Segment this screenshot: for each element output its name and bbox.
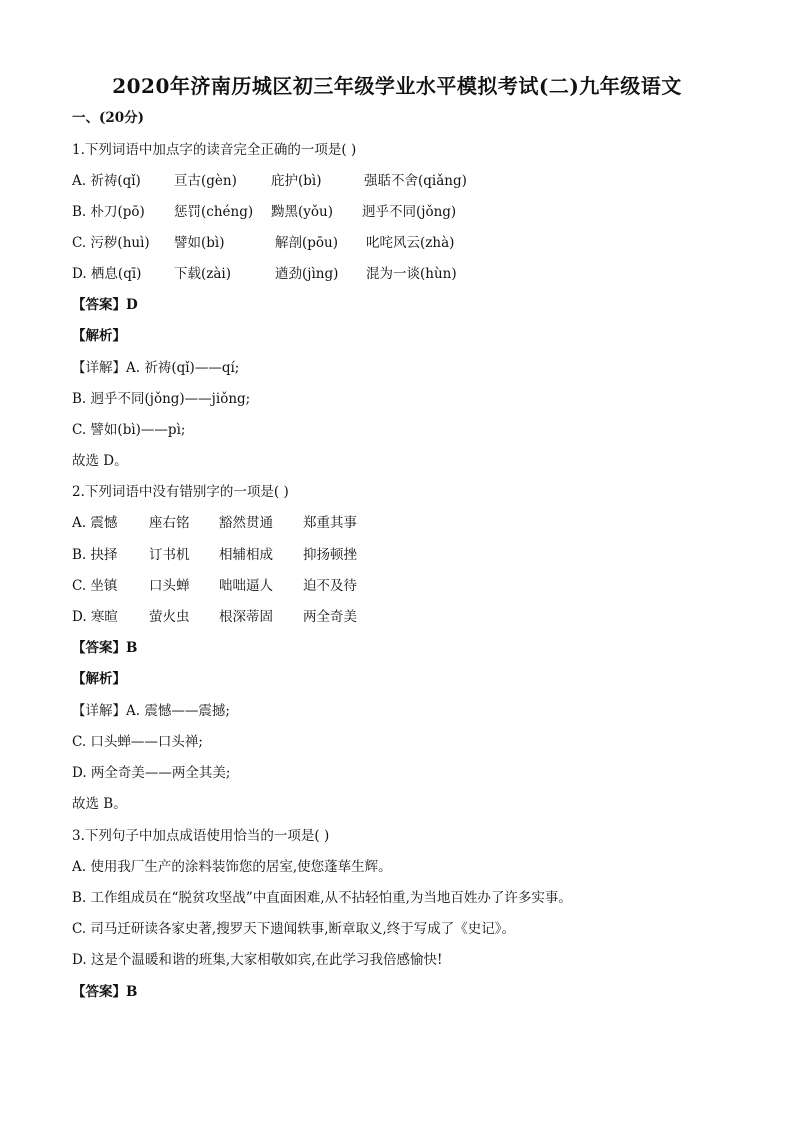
option-word: 迥乎不同(jǒng)	[362, 204, 457, 220]
option-word: B. 抉择	[72, 547, 118, 563]
question-1-stem: 1.下列词语中加点字的读音完全正确的一项是( )	[72, 142, 357, 158]
option-word: 订书机	[149, 547, 190, 563]
option-word: 咄咄逼人	[219, 578, 273, 594]
question-2-conclusion: 故选 B。	[72, 796, 127, 812]
question-1-conclusion: 故选 D。	[72, 453, 128, 469]
question-1-detail: 【详解】A. 祈祷(qǐ)——qí;	[72, 360, 240, 376]
question-2-analysis: 【解析】	[72, 671, 126, 687]
option-word: B. 朴刀(pō)	[72, 204, 145, 220]
option-word: 亘古(gèn)	[174, 173, 237, 189]
option-word: 座右铭	[149, 515, 190, 531]
question-3-stem: 3.下列句子中加点成语使用恰当的一项是( )	[72, 828, 330, 844]
question-3-answer: 【答案】B	[72, 984, 138, 1000]
question-1-detail: C. 譬如(bì)——pì;	[72, 422, 186, 438]
question-1-analysis: 【解析】	[72, 328, 126, 344]
option-word: 黝黑(yǒu)	[271, 204, 333, 220]
option-word: 譬如(bì)	[174, 235, 225, 251]
option-word: 遒劲(jìng)	[275, 266, 339, 282]
question-2-stem: 2.下列词语中没有错别字的一项是( )	[72, 484, 289, 500]
option-word: C. 污秽(huì)	[72, 235, 150, 251]
option-word: 混为一谈(hùn)	[366, 266, 457, 282]
option-word: 根深蒂固	[219, 609, 273, 625]
question-3-option-a: A. 使用我厂生产的涂料装饰您的居室,使您蓬荜生辉。	[72, 859, 392, 875]
option-word: 抑扬顿挫	[303, 547, 357, 563]
option-word: 两全奇美	[303, 609, 357, 625]
option-word: 强聒不舍(qiǎng)	[364, 173, 467, 189]
option-word: D. 栖息(qī)	[72, 266, 142, 282]
section-heading: 一、(20分)	[72, 110, 145, 126]
option-word: C. 坐镇	[72, 578, 118, 594]
option-word: A. 震憾	[72, 515, 118, 531]
page-title: 2020年济南历城区初三年级学业水平模拟考试(二)九年级语文	[112, 74, 682, 98]
option-word: 相辅相成	[219, 547, 273, 563]
option-word: 惩罚(chéng)	[174, 204, 254, 220]
question-2-detail: C. 口头蝉——口头禅;	[72, 734, 203, 750]
option-word: D. 寒暄	[72, 609, 118, 625]
question-1-answer: 【答案】D	[72, 297, 138, 313]
question-3-option-c: C. 司马迁研读各家史著,搜罗天下遗闻轶事,断章取义,终于写成了《史记》。	[72, 921, 516, 937]
option-word: 叱咤风云(zhà)	[366, 235, 455, 251]
option-word: 口头蝉	[149, 578, 190, 594]
question-2-detail: D. 两全奇美——两全其美;	[72, 765, 231, 781]
option-word: 豁然贯通	[219, 515, 273, 531]
option-word: 郑重其事	[303, 515, 357, 531]
question-2-detail: 【详解】A. 震憾——震撼;	[72, 703, 230, 719]
option-word: 解剖(pōu)	[275, 235, 338, 251]
question-3-option-d: D. 这是个温暖和谐的班集,大家相敬如宾,在此学习我倍感愉快!	[72, 952, 443, 968]
option-word: 迫不及待	[303, 578, 357, 594]
option-word: A. 祈祷(qǐ)	[72, 173, 141, 189]
option-word: 庇护(bì)	[271, 173, 322, 189]
question-3-option-b: B. 工作组成员在“脱贫攻坚战”中直面困难,从不拈轻怕重,为当地百姓办了许多实事。	[72, 890, 572, 906]
question-1-detail: B. 迥乎不同(jǒng)——jiǒng;	[72, 391, 251, 407]
question-2-answer: 【答案】B	[72, 640, 138, 656]
option-word: 下载(zài)	[174, 266, 232, 282]
option-word: 萤火虫	[149, 609, 190, 625]
